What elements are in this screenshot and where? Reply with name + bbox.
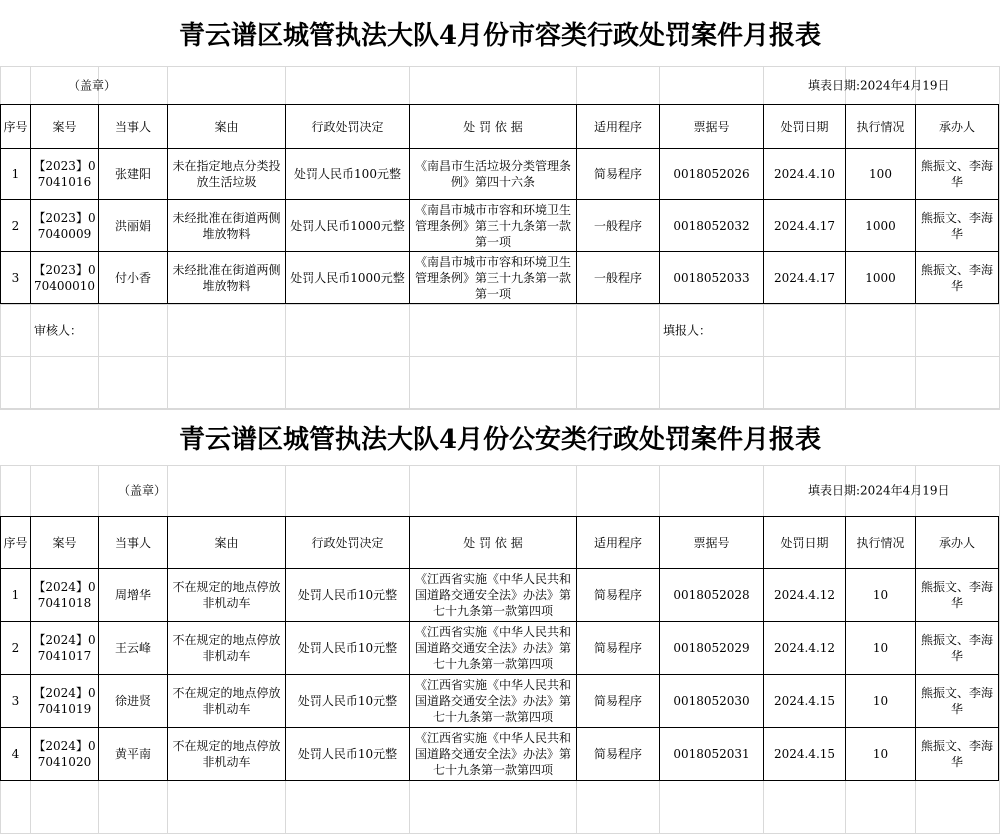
cell-date: 2024.4.10 <box>764 149 846 200</box>
cell-handler: 熊振文、李海华 <box>916 675 999 728</box>
grid-line <box>0 356 1000 357</box>
table-row <box>1 200 999 252</box>
cell-decision: 处罚人民币100元整 <box>286 149 410 200</box>
cell-cause: 未经批准在街道两侧堆放物料 <box>168 200 286 252</box>
signature-row <box>0 304 1000 356</box>
col-header-party: 当事人 <box>99 517 168 569</box>
cell-basis: 《南昌市城市市容和环境卫生管理条例》第三十九条第一款第一项 <box>410 252 577 304</box>
cell-decision: 处罚人民币10元整 <box>286 675 410 728</box>
col-header-case-no: 案号 <box>31 105 99 149</box>
col-header-handler: 承办人 <box>916 105 999 149</box>
cell-decision: 处罚人民币1000元整 <box>286 200 410 252</box>
fill-date: 填表日期:2024年4月19日 <box>808 78 950 93</box>
cell-receipt: 0018052030 <box>660 675 764 728</box>
fill-date: 填表日期:2024年4月19日 <box>808 483 950 498</box>
cell-basis: 《江西省实施《中华人民共和国道路交通安全法》办法》第七十九条第一款第四项 <box>410 675 577 728</box>
cell-case-no: 【2023】07041016 <box>31 149 99 200</box>
cell-party: 付小香 <box>99 252 168 304</box>
report-title-text: 青云谱区城管执法大队4月份市容类行政处罚案件月报表 <box>178 20 822 51</box>
cell-execution: 1000 <box>846 200 916 252</box>
report-table-1 <box>0 104 999 304</box>
cell-date: 2024.4.12 <box>764 569 846 622</box>
cell-party: 张建阳 <box>99 149 168 200</box>
cell-no: 1 <box>1 569 31 622</box>
col-header-basis: 处 罚 依 据 <box>410 105 577 149</box>
col-header-basis: 处 罚 依 据 <box>410 517 577 569</box>
cell-procedure: 简易程序 <box>577 569 660 622</box>
cell-procedure: 简易程序 <box>577 675 660 728</box>
cell-no: 3 <box>1 675 31 728</box>
cell-cause: 不在规定的地点停放非机动车 <box>168 728 286 781</box>
report-title-1 <box>0 0 1000 67</box>
col-header-cause: 案由 <box>168 517 286 569</box>
col-header-receipt: 票据号 <box>660 517 764 569</box>
cell-date: 2024.4.15 <box>764 675 846 728</box>
cell-cause: 不在规定的地点停放非机动车 <box>168 675 286 728</box>
cell-case-no: 【2024】07041020 <box>31 728 99 781</box>
table-row <box>1 622 999 675</box>
cell-execution: 10 <box>846 569 916 622</box>
reviewer-label: 审核人： <box>34 323 83 338</box>
col-header-date: 处罚日期 <box>764 517 846 569</box>
cell-procedure: 一般程序 <box>577 200 660 252</box>
cell-case-no: 【2024】07041017 <box>31 622 99 675</box>
cell-basis: 《江西省实施《中华人民共和国道路交通安全法》办法》第七十九条第一款第四项 <box>410 728 577 781</box>
seal-label: （盖章） <box>68 78 117 93</box>
cell-case-no: 【2023】070400010 <box>31 252 99 304</box>
col-header-procedure: 适用程序 <box>577 105 660 149</box>
table-row <box>1 675 999 728</box>
col-header-execution: 执行情况 <box>846 517 916 569</box>
table-row <box>1 728 999 781</box>
cell-date: 2024.4.12 <box>764 622 846 675</box>
cell-party: 徐进贤 <box>99 675 168 728</box>
table-header-row <box>1 105 999 149</box>
cell-execution: 100 <box>846 149 916 200</box>
cell-decision: 处罚人民币10元整 <box>286 569 410 622</box>
table-header-row <box>1 517 999 569</box>
cell-party: 黄平南 <box>99 728 168 781</box>
cell-no: 1 <box>1 149 31 200</box>
cell-procedure: 简易程序 <box>577 622 660 675</box>
report-table-2 <box>0 516 999 781</box>
cell-execution: 10 <box>846 675 916 728</box>
cell-basis: 《江西省实施《中华人民共和国道路交通安全法》办法》第七十九条第一款第四项 <box>410 569 577 622</box>
cell-handler: 熊振文、李海华 <box>916 728 999 781</box>
cell-no: 3 <box>1 252 31 304</box>
col-header-date: 处罚日期 <box>764 105 846 149</box>
cell-case-no: 【2023】07040009 <box>31 200 99 252</box>
cell-no: 2 <box>1 200 31 252</box>
col-header-cause: 案由 <box>168 105 286 149</box>
cell-date: 2024.4.17 <box>764 200 846 252</box>
cell-date: 2024.4.17 <box>764 252 846 304</box>
cell-handler: 熊振文、李海华 <box>916 569 999 622</box>
col-header-decision: 行政处罚决定 <box>286 517 410 569</box>
cell-basis: 《江西省实施《中华人民共和国道路交通安全法》办法》第七十九条第一款第四项 <box>410 622 577 675</box>
col-header-procedure: 适用程序 <box>577 517 660 569</box>
col-header-decision: 行政处罚决定 <box>286 105 410 149</box>
cell-handler: 熊振文、李海华 <box>916 200 999 252</box>
seal-label: （盖章） <box>118 483 167 498</box>
col-header-no: 序号 <box>1 517 31 569</box>
cell-receipt: 0018052029 <box>660 622 764 675</box>
cell-basis: 《南昌市生活垃圾分类管理条例》第四十六条 <box>410 149 577 200</box>
cell-no: 2 <box>1 622 31 675</box>
col-header-party: 当事人 <box>99 105 168 149</box>
report-title-text: 青云谱区城管执法大队4月份公安类行政处罚案件月报表 <box>178 425 822 455</box>
cell-cause: 不在规定的地点停放非机动车 <box>168 569 286 622</box>
cell-receipt: 0018052031 <box>660 728 764 781</box>
cell-party: 周增华 <box>99 569 168 622</box>
cell-decision: 处罚人民币10元整 <box>286 622 410 675</box>
cell-cause: 未经批准在街道两侧堆放物料 <box>168 252 286 304</box>
report-info-row-2 <box>0 464 1000 516</box>
cell-receipt: 0018052026 <box>660 149 764 200</box>
cell-party: 洪丽娟 <box>99 200 168 252</box>
report-info-row-1 <box>0 66 1000 104</box>
table-row <box>1 149 999 200</box>
cell-handler: 熊振文、李海华 <box>916 252 999 304</box>
cell-decision: 处罚人民币10元整 <box>286 728 410 781</box>
cell-cause: 未在指定地点分类投放生活垃圾 <box>168 149 286 200</box>
cell-receipt: 0018052033 <box>660 252 764 304</box>
col-header-receipt: 票据号 <box>660 105 764 149</box>
cell-handler: 熊振文、李海华 <box>916 622 999 675</box>
col-header-no: 序号 <box>1 105 31 149</box>
cell-party: 王云峰 <box>99 622 168 675</box>
cell-execution: 10 <box>846 622 916 675</box>
col-header-handler: 承办人 <box>916 517 999 569</box>
cell-receipt: 0018052032 <box>660 200 764 252</box>
report-title-2 <box>0 409 1000 466</box>
cell-procedure: 简易程序 <box>577 728 660 781</box>
cell-execution: 10 <box>846 728 916 781</box>
col-header-case-no: 案号 <box>31 517 99 569</box>
col-header-execution: 执行情况 <box>846 105 916 149</box>
table-row <box>1 569 999 622</box>
table-row <box>1 252 999 304</box>
cell-cause: 不在规定的地点停放非机动车 <box>168 622 286 675</box>
cell-handler: 熊振文、李海华 <box>916 149 999 200</box>
cell-date: 2024.4.15 <box>764 728 846 781</box>
cell-case-no: 【2024】07041019 <box>31 675 99 728</box>
cell-basis: 《南昌市城市市容和环境卫生管理条例》第三十九条第一款第一项 <box>410 200 577 252</box>
cell-no: 4 <box>1 728 31 781</box>
reporter-label: 填报人： <box>663 323 712 338</box>
cell-procedure: 一般程序 <box>577 252 660 304</box>
cell-execution: 1000 <box>846 252 916 304</box>
cell-decision: 处罚人民币1000元整 <box>286 252 410 304</box>
cell-case-no: 【2024】07041018 <box>31 569 99 622</box>
cell-procedure: 简易程序 <box>577 149 660 200</box>
cell-receipt: 0018052028 <box>660 569 764 622</box>
